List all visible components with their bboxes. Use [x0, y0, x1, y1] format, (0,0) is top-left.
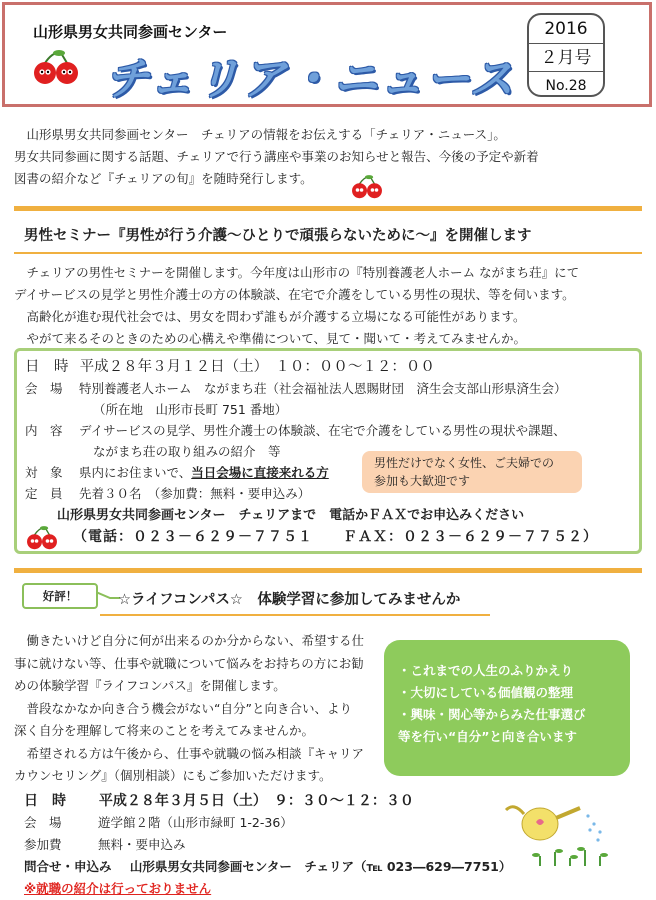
newsletter-title: チェリア・ニュース	[105, 54, 516, 105]
venue-label: 会 場	[25, 381, 63, 396]
cherry-mascot-icon	[25, 525, 59, 553]
point-item: ・これまでの人生のふりかえり	[398, 663, 574, 678]
seminar-line: デイサービスの見学と男性介護士の方の体験談、在宅で介護をしている男性の現状、等を伺います。	[14, 287, 575, 302]
life-compass-line: 普段なかなか向き合う機会がない“自分”と向き合い、より	[14, 700, 352, 716]
welcome-note-line: 参加も大歓迎です	[374, 474, 471, 488]
point-item: ・大切にしている価値観の整理	[398, 685, 574, 700]
arrow-connector-icon	[96, 586, 120, 606]
venue-label: 会 場	[24, 815, 62, 830]
seminar-phone-fax: （電話：０２３－６２９－７７５１ ＦＡＸ：０２３－６２９－７７５２）	[73, 529, 598, 545]
point-item: 等を行い“自分”と向き合います	[398, 729, 577, 744]
date-label: 日 時	[25, 359, 69, 375]
issue-month: ２月号	[529, 43, 603, 71]
seminar-title: 男性セミナー『男性が行う介護～ひとりで頑張らないために～』を開催します	[24, 228, 532, 244]
content-value: デイサービスの見学、男性介護士の体験談、在宅で介護をしている男性の現状や課題、	[78, 423, 566, 438]
life-compass-description	[14, 630, 386, 788]
life-compass-line: カウンセリング』（個別相談）にもご参加いただけます。	[14, 768, 332, 783]
issue-number: No.28	[529, 71, 603, 99]
date-value: 平成２８年３月１２日（土） １０：００～１２：００	[79, 359, 435, 375]
intro-text	[14, 124, 634, 190]
section-divider	[14, 252, 642, 254]
intro-line: 山形県男女共同参画センター チェリアの情報をお伝えする「チェリア・ニュース」。	[14, 127, 506, 142]
seminar-description	[14, 262, 634, 350]
content-value-cont: ながまち荘の取り組みの紹介 等	[93, 444, 281, 459]
popular-badge: 好評！	[22, 583, 98, 609]
seminar-line: 高齢化が進む現代社会では、男女を問わず誰もが介護する立場になる可能性があります。	[14, 309, 526, 324]
newsletter-header	[2, 2, 652, 107]
intro-line: 図書の紹介など『チェリアの旬』を随時発行します。	[14, 171, 313, 186]
target-value: 県内にお住まいで、	[78, 465, 192, 480]
capacity-label: 定 員	[25, 486, 63, 501]
venue-value: 遊学館２階（山形市緑町 1-2-36）	[97, 815, 293, 830]
issue-box	[527, 13, 605, 97]
life-compass-line: 事に就けない等、仕事や就職について悩みをお持ちの方にお勧	[14, 655, 364, 671]
intro-line: 男女共同参画に関する話題、チェリアで行う講座や事業のお知らせと報告、今後の予定や新着	[14, 149, 539, 164]
org-name: 山形県男女共同参画センター	[33, 23, 228, 41]
lc-warning: ※就職の紹介は行っておりません	[24, 881, 212, 896]
section-divider	[14, 206, 642, 211]
inquiry-value: 山形県男女共同参画センター チェリア（℡ 023―629―7751）	[129, 859, 512, 874]
life-compass-line: めの体験学習『ライフコンパス』を開催します。	[14, 678, 286, 693]
section-divider	[14, 568, 642, 573]
seminar-line: やがて来るそのときのための心構えや準備について、見て・聞いて・考えてみませんか。	[14, 331, 527, 346]
inquiry-label: 問合せ・申込み	[24, 859, 112, 874]
target-emphasis: 当日会場に直接来れる方	[191, 465, 329, 480]
venue-address: （所在地 山形市長町 751 番地）	[93, 402, 288, 417]
life-compass-line: 深く自分を理解して将来のことを考えてみませんか。	[14, 723, 315, 738]
life-compass-line: 希望される方は午後から、仕事や就職の悩み相談『キャリア	[14, 745, 365, 761]
fee-value: 無料・要申込み	[97, 837, 186, 852]
issue-year: 2016	[544, 19, 588, 39]
welcome-note-line: 男性だけでなく女性、ご夫婦での	[374, 456, 555, 470]
date-value: 平成２８年３月５日（土） ９：３０～１２：３０	[98, 793, 414, 809]
seminar-venue-row	[25, 378, 631, 399]
date-label: 日 時	[24, 793, 66, 809]
seminar-date-row	[25, 357, 631, 378]
life-compass-title: ☆ライフコンパス☆ 体験学習に参加してみませんか	[118, 592, 461, 608]
capacity-value: 先着３０名 （参加費：無料・要申込み）	[78, 486, 311, 501]
seminar-details-box	[14, 348, 642, 554]
point-item: ・興味・関心等からみた仕事選び	[398, 707, 586, 722]
welcome-note	[362, 451, 582, 493]
section-divider	[100, 614, 490, 616]
venue-value: 特別養護老人ホーム ながまち荘（社会福祉法人恩賜財団 済生会支部山形県済生会）	[78, 381, 567, 396]
fee-label: 参加費	[24, 837, 62, 852]
target-label: 対 象	[25, 465, 63, 480]
watering-can-icon	[500, 800, 620, 870]
cherry-mascot-icon	[31, 49, 81, 89]
content-label: 内 容	[25, 423, 63, 438]
life-compass-line: 働きたいけど自分に何が出来るのか分からない、希望する仕	[14, 633, 365, 648]
sprout-icon	[532, 847, 608, 866]
life-compass-points	[384, 640, 630, 776]
cherry-mascot-icon	[350, 174, 384, 202]
seminar-contact: 山形県男女共同参画センター チェリアまで 電話かＦＡＸでお申込みください	[57, 508, 525, 523]
seminar-line: チェリアの男性セミナーを開催します。今年度は山形市の『特別養護老人ホーム ながまち荘』にて	[14, 265, 580, 280]
seminar-content-row	[25, 420, 631, 441]
